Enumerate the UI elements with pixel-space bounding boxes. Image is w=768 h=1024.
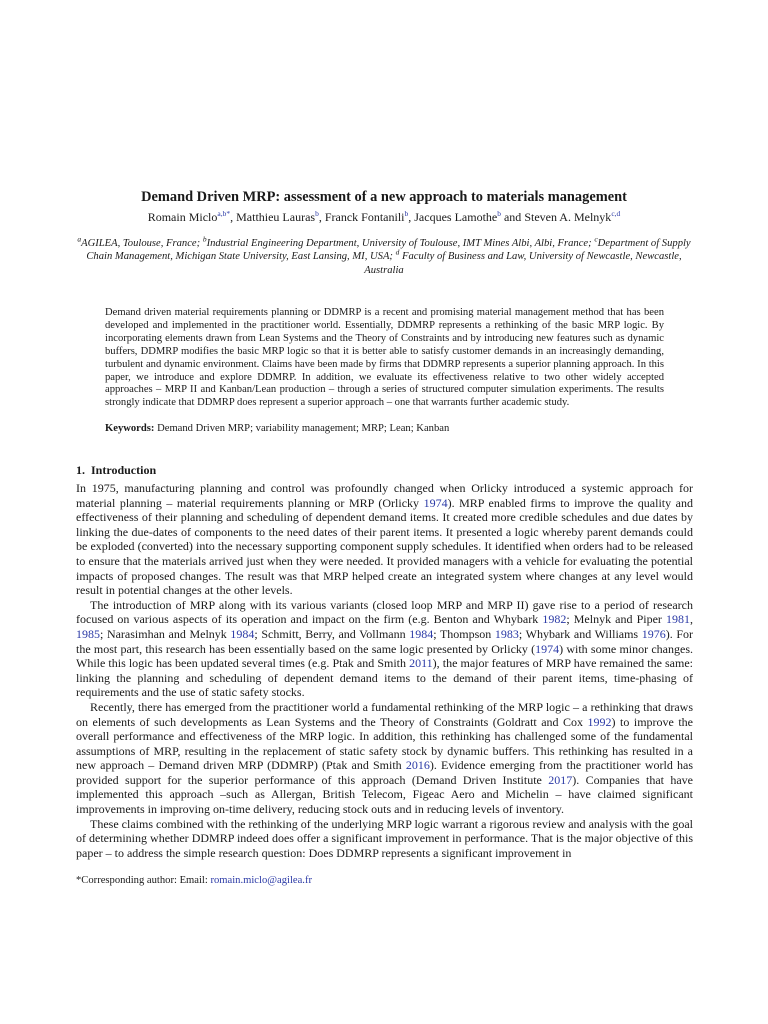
citation-link[interactable]: 1976 xyxy=(641,626,666,641)
paper-title: Demand Driven MRP: assessment of a new approach to materials management xyxy=(141,189,627,205)
section-title: Introduction xyxy=(91,463,157,477)
text-run: ). MRP enabled firms to improve the quality and effectiveness of their planning and scheduling of dependent demand items. It created more credible schedules and due dates by linking the due-dates of components to the need dates of their parent items. It presented a logic whereby parent demands could be exploded (converted) into the necessary supporting component supply schedules. It identified when orders had to be released to ensure that the materials arrived just when they were needed. It provided managers with a vehicle for evaluating the potential impacts of proposed changes. The result was that MRP helped create an integrated system where changes at any level would result in potential changes at the other levels. xyxy=(76,495,693,598)
section-heading xyxy=(76,463,156,478)
citation-link[interactable]: 1984 xyxy=(409,626,434,641)
section-number: 1. xyxy=(76,463,85,477)
author-affil-marker: b xyxy=(404,209,409,218)
text-run: ; Narasimhan and Melnyk xyxy=(100,626,231,641)
citation-link[interactable]: 2017 xyxy=(548,772,573,787)
citation-link[interactable]: 1974 xyxy=(423,495,448,510)
citation-link[interactable]: 1983 xyxy=(494,626,519,641)
affiliation-marker: c xyxy=(594,234,598,244)
author-name: Matthieu Lauras xyxy=(236,210,316,224)
corresponding-email-link[interactable]: romain.miclo@agilea.fr xyxy=(210,875,312,886)
author-affil-marker: b xyxy=(315,209,319,218)
author-affil-marker: c,d xyxy=(611,209,621,218)
body-paragraph xyxy=(76,598,693,700)
body-paragraph xyxy=(76,700,693,817)
affiliation-text: AGILEA, Toulouse, France; xyxy=(81,238,203,249)
affiliation-text: Faculty of Business and Law, University of Newcastle, Newcastle, Australia xyxy=(364,251,682,276)
corresponding-marker: * xyxy=(226,209,231,218)
affiliation-text: Department of Supply Chain Management, Michigan State University, East Lansing, MI, USA; xyxy=(86,238,691,263)
author-name: Jacques Lamothe xyxy=(414,210,498,224)
text-run: ) with some minor changes. While this logic has been updated several times (e.g. Ptak and Smith xyxy=(76,641,693,671)
text-run: ; Whybark and Williams xyxy=(518,626,642,641)
text-run: ; Schmitt, Berry, and Vollmann xyxy=(254,626,410,641)
keywords xyxy=(105,422,664,435)
citation-link[interactable]: 2011 xyxy=(409,656,433,671)
text-run: ), the major features of MRP have remained the same: linking the planning and scheduling of dependent demand items to the demand of their parent items, time-phasing of requirements and the use of static safety stocks. xyxy=(76,656,693,700)
affiliation-text: Industrial Engineering Department, University of Toulouse, IMT Mines Albi, Albi, France; xyxy=(206,238,595,249)
author-name: Franck Fontanili xyxy=(324,210,405,224)
text-run: These claims combined with the rethinking of the underlying MRP logic warrant a rigorous review and analysis with the goal of determining whether DDMRP indeed does offer a significant improvement in performance. That is the major objective of this paper – to address the simple research question: Does DDMRP represents a significant improvement in xyxy=(76,816,693,860)
keywords-text: Demand Driven MRP; variability management; MRP; Lean; Kanban xyxy=(154,423,450,434)
text-run: ; Thompson xyxy=(433,626,495,641)
text-run: , xyxy=(690,612,693,627)
affiliation-marker: d xyxy=(395,247,400,257)
author-affil-marker: b xyxy=(497,209,501,218)
keywords-label: Keywords: xyxy=(105,423,155,434)
text-run: ). Evidence emerging from the practitioner world has provided support for the superior performance of this approach (Demand Driven Institute xyxy=(76,758,693,787)
citation-link[interactable]: 2016 xyxy=(405,758,430,773)
text-run: Recently, there has emerged from the practitioner world a fundamental rethinking of the MRP logic – a rethinking that draws on elements of such developments as Lean Systems and the Theory of Constraints (Goldratt and Cox xyxy=(76,699,693,729)
text-run: ). Companies that have implemented this approach –such as Allergan, British Telecom, Figeac Aero and Michelin – have claimed significant improvements in improving on-time delivery, reducing stock outs and in reducing levels of inventory. xyxy=(76,772,693,817)
citation-link[interactable]: 1985 xyxy=(76,626,100,641)
author-name: Romain Miclo xyxy=(147,210,218,224)
body-paragraph xyxy=(76,817,693,861)
citation-link[interactable]: 1974 xyxy=(535,641,560,656)
text-run: ; Melnyk and Piper xyxy=(566,612,666,627)
citation-link[interactable]: 1992 xyxy=(587,714,612,729)
affiliation-marker: b xyxy=(202,234,207,244)
author-name: Steven A. Melnyk xyxy=(524,210,612,224)
affiliation-marker: a xyxy=(77,234,82,244)
text-run: ) to improve the overall performance and effectiveness of the MRP logic. In addition, this rethinking has challenged some of the fundamental assumptions of MRP, resulting in the replacement of static safety stock by dynamic buffers. This rethinking has resulted in a new approach – Demand driven MRP (DDMRP) (Ptak and Smith xyxy=(76,714,694,773)
abstract: Demand driven material requirements planning or DDMRP is a recent and promising material management method that has been developed and implemented in the practitioner world. Essentially, DDMRP represents a rethinking of the basic MRP logic. By incorporating elements drawn from Lean Systems and the Theory of Constraints and by introducing new features such as dynamic buffers, DDMRP modifies the basic MRP logic so that it is better able to satisfy customer demands in an increasingly demanding, turbulent and dynamic environment. Claims have been made by firms that DDMRP represents a superior planning approach. In this paper, we introduce and explore DDMRP. In addition, we evaluate its effectiveness relative to two other widely accepted approaches – MRP II and Kanban/Lean production – through a series of structured computer simulation experiments. The results strongly indicate that DDMRP does represent a superior approach – one that warrants further academic study. xyxy=(105,307,664,409)
author-list: Romain Miclo$^{a,b*}$, Matthieu Lauras$^b$, Franck Fontanili$^b$, Jacques Lamothe$^b$ and Steven A. Melnyk$^{c,d}$ xyxy=(147,209,621,224)
citation-link[interactable]: 1982 xyxy=(542,612,567,627)
text-run: ). For the most part, this research has been essentially based on the same logic presented by Orlicky ( xyxy=(76,626,693,656)
body-text xyxy=(76,481,693,860)
citation-link[interactable]: 1984 xyxy=(230,626,255,641)
text-run: In 1975, manufacturing planning and control was profoundly changed when Orlicky introduced a systemic approach for material planning – material requirements planning or MRP (Orlicky xyxy=(76,481,693,510)
footnote-text: *Corresponding author: Email: xyxy=(76,875,211,886)
affiliations xyxy=(76,234,692,277)
citation-link[interactable]: 1981 xyxy=(666,612,690,627)
body-paragraph xyxy=(76,481,693,598)
author-affil-marker: a,b xyxy=(217,209,227,218)
footnote xyxy=(76,874,312,887)
text-run: The introduction of MRP along with its various variants (closed loop MRP and MRP II) gave rise to a period of research focused on various aspects of its operation and impact on the firm (e.g. Benton and Whybark xyxy=(76,597,693,627)
